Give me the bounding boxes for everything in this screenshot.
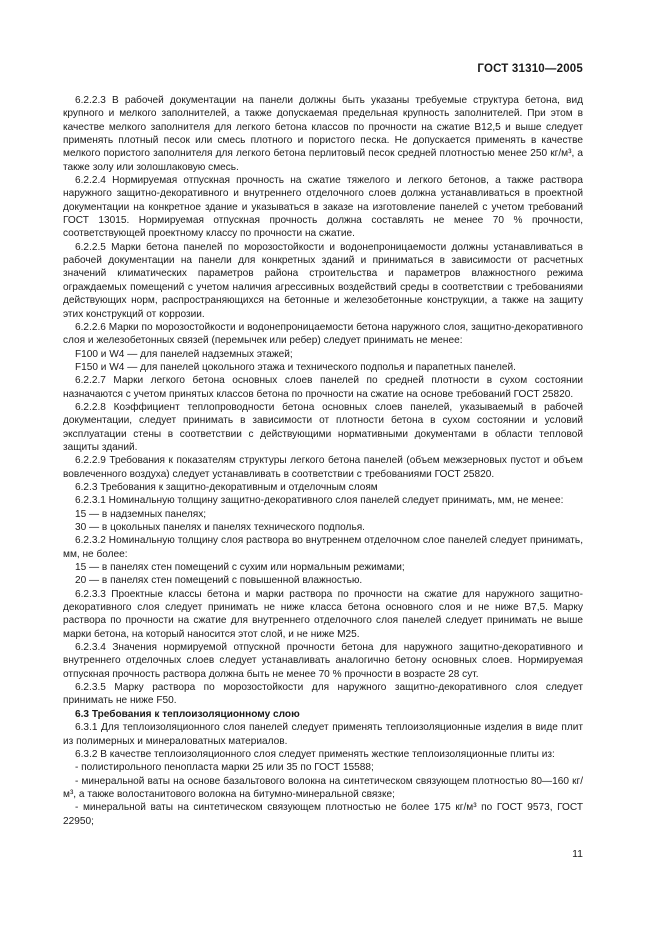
section-heading: 6.3 Требования к теплоизоляционному слою xyxy=(75,708,300,720)
list-item: 15 — в панелях стен помещений с сухим или нормальным режимами; xyxy=(75,562,405,574)
paragraph: 6.2.2.5 Марки бетона панелей по морозостойкости и водонепроницаемости должны устанавливаться в рабочей документации на панели для конкретных зданий и приниматься в зависимости от расчетных значений климатических параметров района строительства и параметров влажностного режима ограждаемых помещений с учетом наличия агрессивных воздействий среды в соответствии с требованиями действующих норм, распространяющихся на бетонные и железобетонные конструкции, а также на защиту этих конструкций от коррозии. xyxy=(63,241,583,320)
list-item: 15 — в надземных панелях; xyxy=(75,508,207,520)
document-header: ГОСТ 31310—2005 xyxy=(477,63,583,75)
paragraph: 6.2.2.3 В рабочей документации на панели должны быть указаны требуемые структура бетона, вид крупного и мелкого заполнителей, а также допускаемая предельная крупность заполнителей. При этом в качестве мелкого заполнителя для легкого бетона классов по прочности на сжатие В12,5 и выше следует применять плотный песок или смесь плотного и пористого песка. Не допускается применять в качестве мелкого пористого заполнителя для легкого бетона перлитовый песок средней плотностью менее 250 кг/м³, а также золу или золошлаковую смесь. xyxy=(63,95,583,173)
list-item: 20 — в панелях стен помещений с повышенной влажностью. xyxy=(75,575,363,587)
paragraph: 6.3.2 В качестве теплоизоляционного слоя следует применять жесткие теплоизоляционные плиты из: xyxy=(75,748,555,760)
paragraph: 6.2.3.4 Значения нормируемой отпускной прочности бетона для наружного защитно-декоративного и внутреннего отделочных слоев следует устанавливать аналогично бетону основных слоев. Нормируемая отпускная прочность раствора должна быть не менее 70 % прочности в возрасте 28 сут. xyxy=(63,642,583,680)
page-number: 11 xyxy=(572,848,583,860)
paragraph: 6.2.3.2 Номинальную толщину слоя раствора во внутреннем отделочном слое панелей следует принимать, мм, не более: xyxy=(63,535,583,560)
paragraph: 6.2.2.8 Коэффициент теплопроводности бетона основных слоев панелей, указываемый в рабочей документации, следует принимать в зависимости от плотности бетона в сухом состоянии и условий эксплуатации стены в соответствии с действующими нормативными документами в области тепловой защиты зданий. xyxy=(63,401,583,453)
list-item: - минеральной ваты на синтетическом связующем плотностью не более 175 кг/м³ по ГОСТ 9573, ГОСТ 22950; xyxy=(63,802,583,827)
list-item: - минеральной ваты на основе базальтового волокна на синтетическом связующем плотностью 80—160 кг/м³, а также волостанитового волокна на битумно-минеральной связке; xyxy=(63,775,583,800)
list-item: F100 и W4 — для панелей надземных этажей; xyxy=(75,348,293,360)
list-item: - полистирольного пенопласта марки 25 или 35 по ГОСТ 15588; xyxy=(75,762,374,774)
paragraph: 6.2.3.3 Проектные классы бетона и марки раствора по прочности на сжатие для наружного защитно-декоративного слоя следует принимать не ниже класса бетона основного слоя и не ниже В7,5. Марку раствора по прочности на сжатие для внутреннего отделочного слоя панелей следует принимать не выше марки бетона, на который наносится этот слой, и не ниже М25. xyxy=(63,588,583,640)
paragraph: 6.2.2.7 Марки легкого бетона основных слоев панелей по средней плотности в сухом состоянии назначаются с учетом принятых классов бетона по прочности на сжатие на основе требований ГОСТ 25820. xyxy=(63,375,583,400)
list-item: 30 — в цокольных панелях и панелях технического подполья. xyxy=(75,522,365,533)
subsection-title: 6.2.3 Требования к защитно-декоративным и отделочным слоям xyxy=(75,481,378,493)
paragraph: 6.2.3.1 Номинальную толщину защитно-декоративного слоя панелей следует принимать, мм, не менее: xyxy=(75,495,564,507)
paragraph: 6.2.2.4 Нормируемая отпускная прочность на сжатие тяжелого и легкого бетонов, а также раствора наружного защитно-декоративного и внутреннего отделочного слоев должна устанавливаться в проектной документации на конкретное здание и указываться в заказе на изготовление панелей с учетом требований ГОСТ 13015. Нормируемая отпускная прочность должна составлять не менее 70 % прочности, соответствующей проектному классу по прочности на сжатие. xyxy=(63,175,583,240)
paragraph: 6.2.2.6 Марки по морозостойкости и водонепроницаемости бетона наружного слоя, защитно-декоративного слоя и железобетонных связей (перемычек или ребер) следует принимать не менее: xyxy=(63,321,583,347)
paragraph: 6.2.3.5 Марку раствора по морозостойкости для наружного защитно-декоративного слоя следует принимать не ниже F50. xyxy=(63,682,583,707)
paragraph: 6.3.1 Для теплоизоляционного слоя панелей следует применять теплоизоляционные изделия в виде плит из полимерных и минераловатных материалов. xyxy=(63,722,583,747)
paragraph: 6.2.2.9 Требования к показателям структуры легкого бетона панелей (объем межзерновых пустот и объем вовлеченного воздуха) следует устанавливать в соответствии с требованиями ГОСТ 25820. xyxy=(63,455,583,480)
document-body xyxy=(63,94,583,828)
list-item: F150 и W4 — для панелей цокольного этажа и технического подполья и парапетных панелей. xyxy=(75,361,516,373)
